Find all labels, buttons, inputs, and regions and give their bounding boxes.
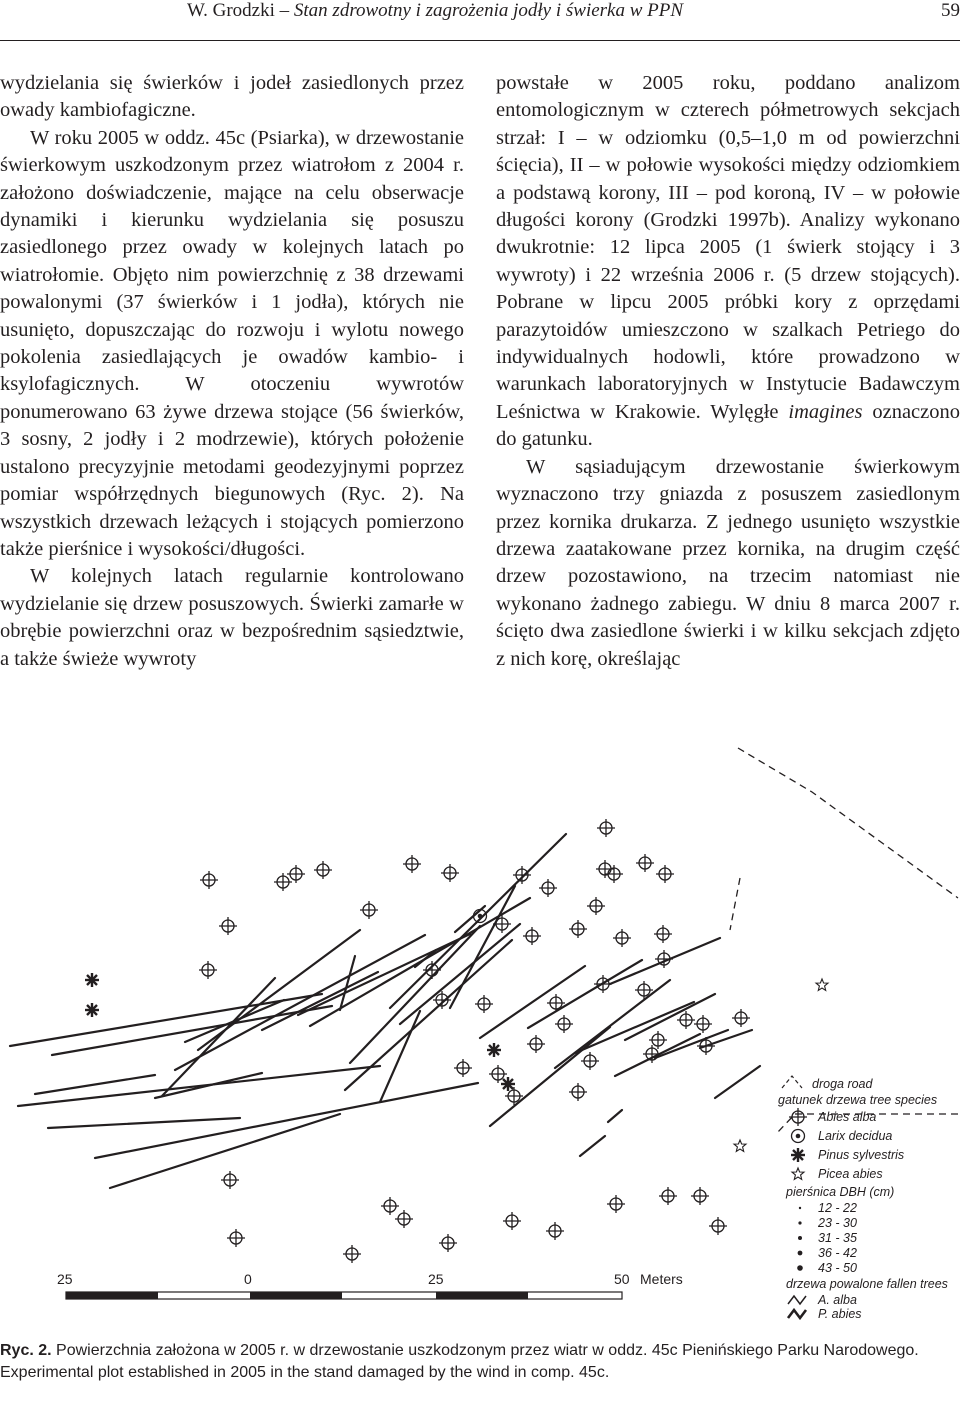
header-title: Stan zdrowotny i zagrożenia jodły i świerka w PPN	[293, 0, 684, 21]
right-paragraph-1	[496, 70, 960, 454]
caption-polish-text: Powierzchnia założona w 2005 r. w drzewostanie uszkodzonym przez wiatr w oddz. 45c Pienińskiego Parku Narodowego.	[51, 1342, 919, 1359]
legend-fallen-picea: P. abies	[818, 1307, 862, 1321]
legend-species-header: gatunek drzewa tree species	[778, 1093, 938, 1107]
legend-dbh-class-1: 12 - 22	[818, 1201, 857, 1215]
legend-species-pinus-sylvestris: Pinus sylvestris	[818, 1148, 905, 1162]
scale-tick-50: 50	[614, 1271, 630, 1287]
right-column	[496, 70, 960, 673]
legend-road	[782, 1076, 874, 1091]
header-author: W. Grodzki	[186, 0, 275, 21]
page-number: 59	[941, 0, 960, 21]
legend-dbh-header: pierśnica DBH (cm)	[786, 1185, 895, 1199]
left-paragraph-3: W kolejnych latach regularnie kontrolowano wydzielanie się drzew posuszowych. Świerki zamarłe w obrębie powierzchni oraz w bezpośrednim sąsiedztwie, a także świeże wywroty	[0, 565, 464, 670]
scale-tick-0: 0	[244, 1271, 252, 1287]
plot-map	[0, 738, 960, 1338]
right-paragraph-1-italic: imagines	[788, 400, 863, 423]
scale-tick-25-left: 25	[57, 1271, 73, 1287]
running-header	[0, 0, 960, 41]
standing-trees	[85, 819, 828, 1263]
legend-fallen-abies: A. alba	[818, 1293, 857, 1307]
legend-species-larix-decidua: Larix decidua	[818, 1129, 893, 1143]
legend-fallen-header: drzewa powalone fallen trees	[786, 1277, 948, 1291]
legend-dbh-class-2: 23 - 30	[818, 1216, 857, 1230]
scale-bar	[57, 1271, 683, 1299]
legend-species-picea-abies: Picea abies	[818, 1167, 883, 1181]
road-line	[730, 748, 958, 1133]
caption-polish	[0, 1340, 960, 1362]
map-legend	[778, 1076, 948, 1321]
caption-label: Ryc. 2.	[0, 1342, 52, 1359]
figure-caption	[0, 1340, 960, 1384]
plot-map-figure	[0, 738, 960, 1338]
running-title	[0, 0, 870, 22]
scale-tick-25: 25	[428, 1271, 444, 1287]
right-paragraph-2: W sąsiadującym drzewostanie świerkowym wyznaczono trzy gniazda z posuszem zasiedlonym przez kornika drukarza. Z jednego usunięto wszystkie drzewa zaatakowane przez kornika, na drugim część drzew pozostawiono, na trzecim natomiast nie wykonano żadnego zabiegu. W dniu 8 marca 2007 r. ścięto dwa zasiedlone świerki i w kilku sekcjach zdjęto z nich korę, określając	[496, 455, 960, 670]
left-paragraph-2: W roku 2005 w oddz. 45c (Psiarka), w drzewostanie świerkowym uszkodzonym przez wiatrołom z 2004 r. założono doświadczenie, mające na celu obserwacje dynamiki i kierunku wydzielania się posuszu zasiedlonego przez owady w kolejnych latach po wiatrołomie. Objęto nim powierzchnię z 38 drzewami powalonymi (37 świerków i 1 jodła), których nie usunięto, dopuszczając do rozwoju i wylotu nowego pokolenia zasiedlających je owadów kambio- i ksylofagicznych. W otoczeniu wywrotów ponumerowano 63 żywe drzewa stojące (56 świerków, 3 sosny, 2 jodły i 2 modrzewie), których położenie ustalono precyzyjnie metodami geodezyjnymi poprzez pomiar współrzędnych biegunowych (Ryc. 2). Na wszystkich drzewach leżących i stojących pomierzono także pierśnice i wysokości/długości.	[0, 126, 464, 560]
caption-english: Experimental plot established in 2005 in the stand damaged by the wind in comp. 45c.	[0, 1364, 610, 1381]
right-paragraph-1-text: powstałe w 2005 roku, poddano analizom entomologicznym w czterech półmetrowych sekcjach strzał: I – w odziomku (0,5–1,0 m od powierzchni ścięcia), II – w połowie wysokości między odziomkiem a podstawą korony, III – pod koroną, IV – w połowie długości korony (Grodzki 1997b). Analizy wykonano dwukrotnie: 12 lipca 2005 (1 świerk stojący i 3 wywroty) i 22 września 2006 r. (5 drzew stojących). Pobrane w lipcu 2005 próbki kory z oprzędami parazytoidów umieszczono w szalkach Petriego do indywidualnych hodowli, które prowadzono w warunkach laboratoryjnych w Instytucie Badawczym Leśnictwa w Krakowie. Wylęgłe	[496, 72, 960, 423]
left-column	[0, 70, 464, 673]
legend-species-abies-alba: Abies alba	[818, 1110, 877, 1124]
fallen-trees	[10, 834, 760, 1188]
right-paragraph-1-end: oznaczono do gatunku.	[496, 400, 960, 451]
legend-dbh-class-5: 43 - 50	[818, 1261, 857, 1275]
header-separator: –	[279, 0, 290, 21]
legend-dbh-class-4: 36 - 42	[818, 1246, 857, 1260]
scale-unit: Meters	[640, 1271, 683, 1287]
legend-dbh-class-3: 31 - 35	[818, 1231, 857, 1245]
left-paragraph-1: wydzielania się świerków i jodeł zasiedlonych przez owady kambiofagiczne.	[0, 72, 464, 122]
legend-road-label: droga road	[812, 1077, 873, 1091]
